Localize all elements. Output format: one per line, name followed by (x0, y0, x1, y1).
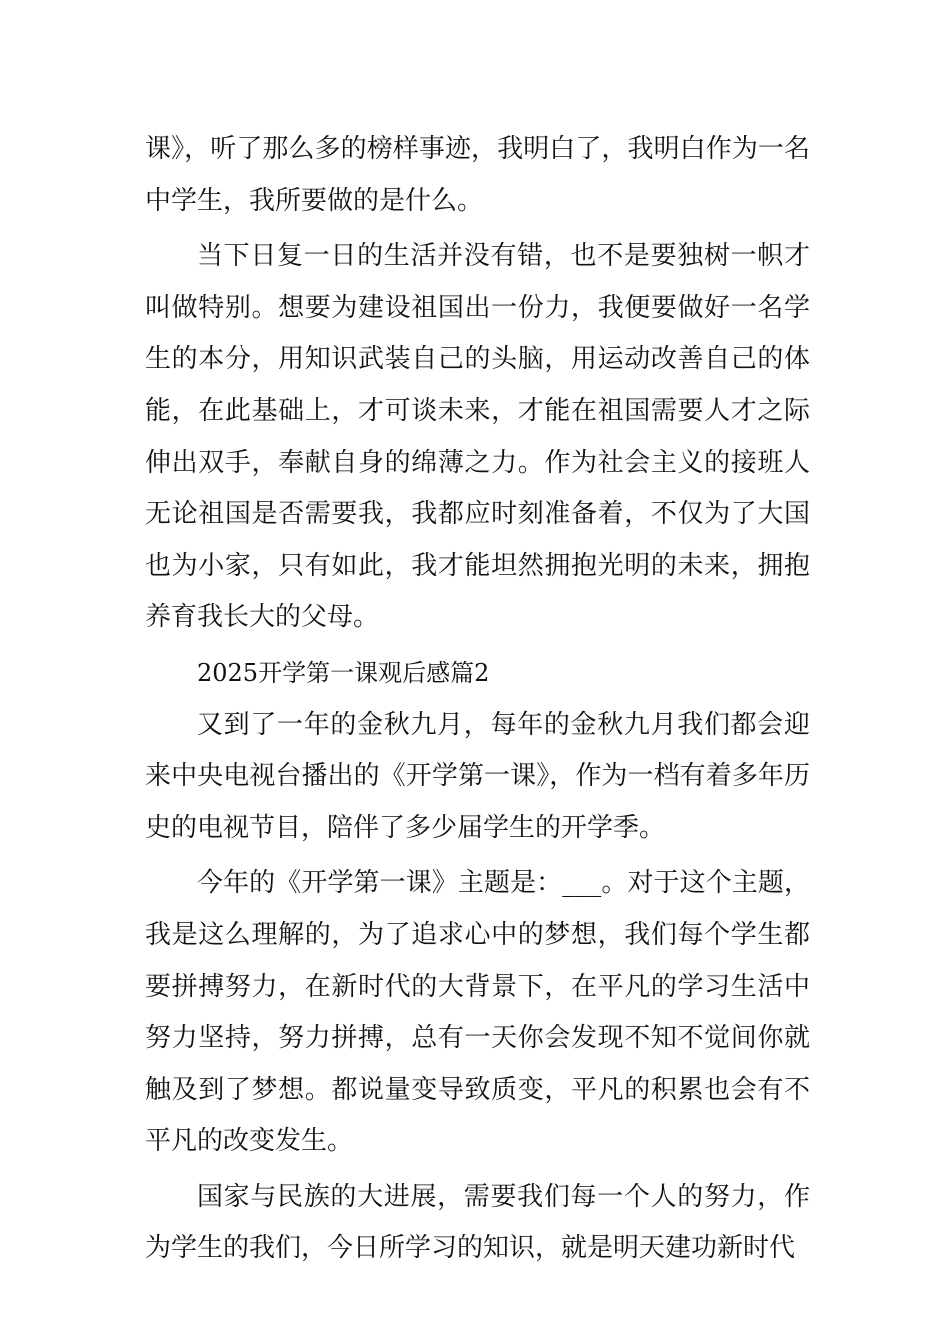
section-heading: 2025开学第一课观后感篇2 (197, 658, 490, 687)
document-body (145, 124, 810, 1275)
paragraph-daily-life: 当下日复一日的生活并没有错，也不是要独树一帜才叫做特别。想要为建设祖国出一份力，我便要做好一名学生的本分，用知识武装自己的头脑，用运动改善自己的体能，在此基础上，才可谈未来，才能在祖国需要人才之际伸出双手，奉献自身的绵薄之力。作为社会主义的接班人无论祖国是否需要我，我都应时刻准备着，不仅为了大国也为小家，只有如此，我才能坦然拥抱光明的未来，拥抱养育我长大的父母。 (145, 241, 810, 633)
paragraph-continuation: 课》，听了那么多的榜样事迹，我明白了，我明白作为一名中学生，我所要做的是什么。 (145, 134, 810, 216)
paragraph-nation-progress: 国家与民族的大进展，需要我们每一个人的努力，作为学生的我们，今日所学习的知识，就是明天建功新时代 (145, 1181, 810, 1264)
paragraph-autumn-september: 又到了一年的金秋九月，每年的金秋九月我们都会迎来中央电视台播出的《开学第一课》，作为一档有着多年历史的电视节目，陪伴了多少届学生的开学季。 (145, 709, 810, 843)
paragraph-theme: 今年的《开学第一课》主题是：___。对于这个主题，我是这么理解的，为了追求心中的梦想，我们每个学生都要拼搏努力，在新时代的大背景下，在平凡的学习生活中努力坚持，努力拼搏，总有一天你会发现不知不觉间你就触及到了梦想。都说量变导致质变，平凡的积累也会有不平凡的改变发生。 (145, 868, 810, 1157)
